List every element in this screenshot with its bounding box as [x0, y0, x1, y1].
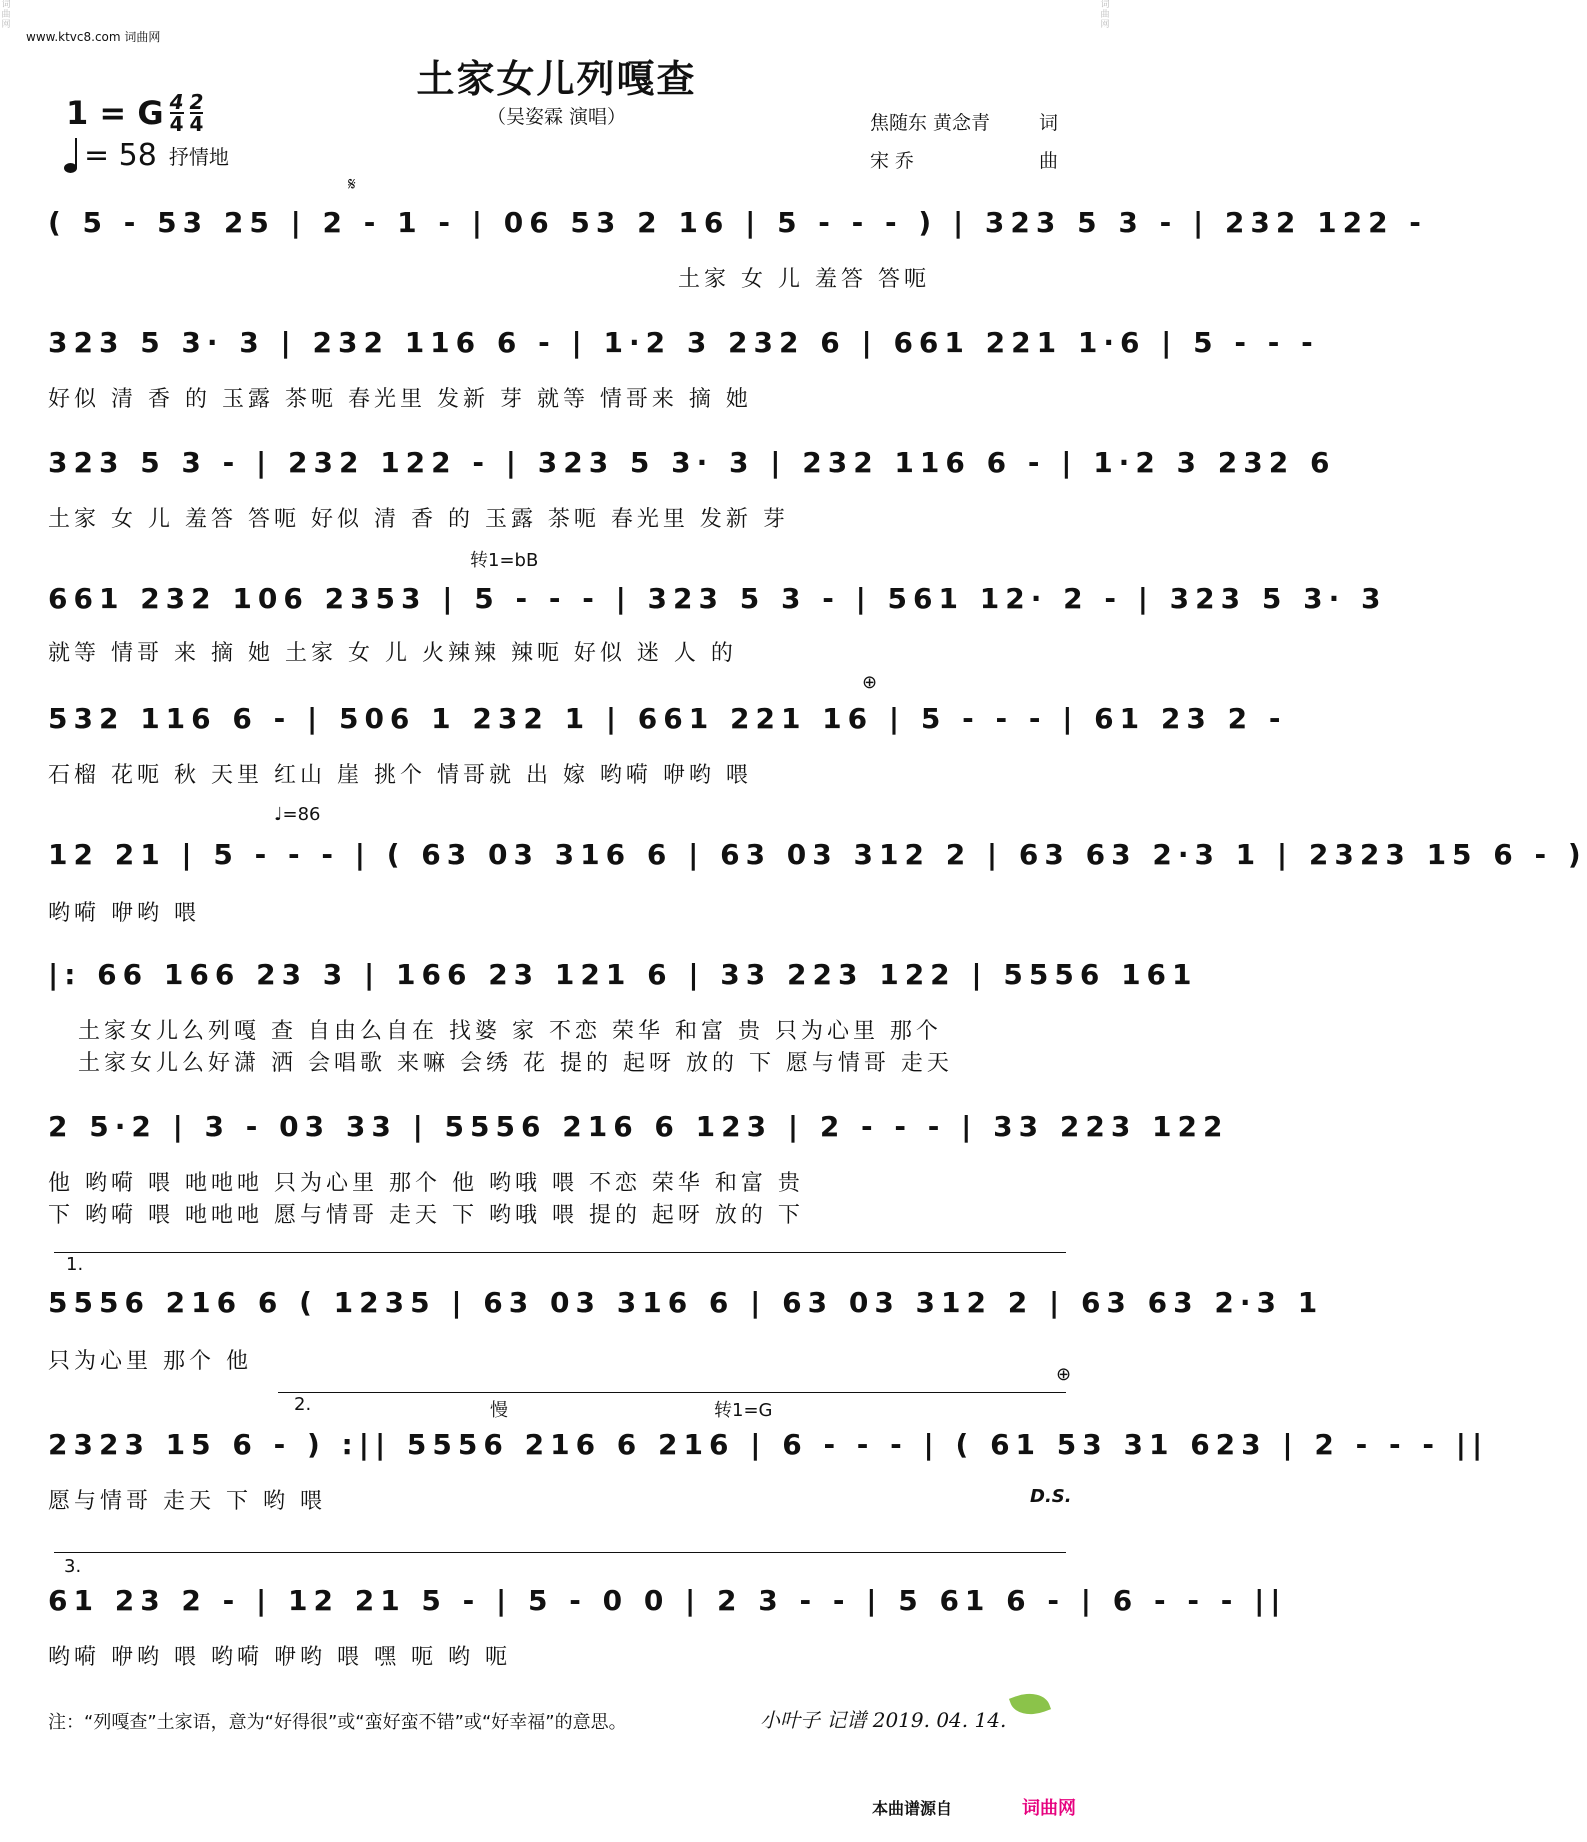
- segno-mark: 𝄋: [348, 174, 356, 195]
- score-row-1: [48, 206, 1427, 292]
- transcriber-signature: 小叶子 记谱 2019. 04. 14.: [760, 1708, 1007, 1732]
- notes: 2 5·2 | 3 - 03 33 | 5556 216 6 123 | 2 - - - | 33 223 122: [48, 1110, 1229, 1143]
- volta-2: 2.: [294, 1394, 312, 1415]
- score-row-5: [48, 702, 1287, 788]
- volta-3: 3.: [64, 1556, 82, 1577]
- dal-segno: D.S.: [1030, 1486, 1072, 1507]
- score-row-6: [48, 838, 1587, 926]
- volta-line-1: [54, 1252, 1066, 1253]
- composer: 宋 乔: [870, 150, 915, 172]
- lyric-line: 土家 女 儿 羞答 答呃 好似 清 香 的 玉露 茶呃 春光里 发新 芽: [48, 507, 789, 532]
- key-change-g: 转1=G: [714, 1400, 773, 1421]
- score-row-8: [48, 1110, 1229, 1228]
- quarter-note-icon: [64, 139, 78, 173]
- lyricists: 焦随东 黄念青: [870, 112, 991, 134]
- site-url: www.ktvc8.com 词曲网: [26, 30, 161, 44]
- meter-2-4: $\frac{2}{4}$: [189, 90, 204, 136]
- source-label: 本曲谱源自: [872, 1799, 953, 1818]
- score-row-11: [48, 1584, 1287, 1670]
- lyric-line: 哟嗬 咿哟 喂: [48, 901, 200, 926]
- volta-1: 1.: [66, 1254, 84, 1275]
- lyric-line-2: 下 哟嗬 喂 吔吔吔 愿与情哥 走天 下 哟哦 喂 提的 起呀 放的 下: [48, 1203, 804, 1228]
- score-row-7: [48, 958, 1198, 1076]
- lyric-line-1: 他 哟嗬 喂 吔吔吔 只为心里 那个 他 哟哦 喂 不恋 荣华 和富 贵: [48, 1171, 804, 1196]
- source-site: 词曲网: [1022, 1798, 1076, 1819]
- key-signature: [66, 92, 203, 134]
- notes: 61 23 2 - | 12 21 5 - | 5 - 0 0 | 2 3 - - | 5 61 6 - | 6 - - - ||: [48, 1584, 1287, 1617]
- coda-mark: ⊕: [862, 672, 878, 693]
- lyric-role: 词: [1038, 112, 1058, 134]
- lyric-line: 就等 情哥 来 摘 她 土家 女 儿 火辣辣 辣呃 好似 迷 人 的: [48, 641, 737, 666]
- notes: 5556 216 6 ( 1235 | 63 03 316 6 | 63 03 312 2 | 63 63 2·3 1: [48, 1286, 1324, 1319]
- notes: 661 232 106 2353 | 5 - - - | 323 5 3 - | 561 12· 2 - | 323 5 3· 3: [48, 582, 1387, 615]
- tempo-expression: 抒情地: [168, 145, 229, 169]
- notes: |: 66 166 23 3 | 166 23 121 6 | 33 223 122 | 5556 161: [48, 958, 1198, 991]
- meter-4-4: $\frac{4}{4}$: [169, 90, 184, 136]
- notes: 323 5 3· 3 | 232 116 6 - | 1·2 3 232 6 | 661 221 1·6 | 5 - - -: [48, 326, 1319, 359]
- key-change-bb: 转1=bB: [470, 550, 539, 571]
- sidebar-watermark-left: 词曲网: [1, 0, 11, 30]
- notes: 323 5 3 - | 232 122 - | 323 5 3· 3 | 232 116 6 - | 1·2 3 232 6: [48, 446, 1336, 479]
- leaf-icon: [1009, 1687, 1051, 1722]
- lyric-line: 石榴 花呃 秋 天里 红山 崖 挑个 情哥就 出 嫁 哟嗬 咿哟 喂: [48, 763, 752, 788]
- lyric-line-1: 土家女儿么列嘎 查 自由么自在 找婆 家 不恋 荣华 和富 贵 只为心里 那个: [78, 1019, 942, 1044]
- slow-marking: 慢: [490, 1400, 508, 1421]
- notes: 2323 15 6 - ) :|| 5556 216 6 216 | 6 - - - | ( 61 53 31 623 | 2 - - - ||: [48, 1428, 1489, 1461]
- performer: （吴姿霖 演唱）: [486, 106, 627, 128]
- lyric-line: 只为心里 那个 他: [48, 1349, 252, 1374]
- lyric-line: 哟嗬 咿哟 喂 哟嗬 咿哟 喂 嘿 呃 哟 呃: [48, 1645, 511, 1670]
- notes: ( 5 - 53 25 | 2 - 1 - | 06 53 2 16 | 5 - - - ) | 323 5 3 - | 232 122 -: [48, 206, 1427, 239]
- key-label: 1 = G: [66, 94, 164, 132]
- footnote: 注：“列嘎查”土家语，意为“好得很”或“蛮好蛮不错”或“好幸福”的意思。: [48, 1712, 627, 1733]
- lyric-line: 愿与情哥 走天 下 哟 喂: [48, 1489, 326, 1514]
- coda-mark-2: ⊕: [1056, 1364, 1072, 1385]
- lyric-line: 土家 女 儿 羞答 答呃: [678, 267, 930, 292]
- sidebar-watermark-right: 词曲网: [1100, 0, 1110, 30]
- tempo-86: ♩=86: [274, 804, 321, 825]
- credits: [870, 104, 1058, 180]
- volta-line-2: [278, 1392, 1066, 1393]
- tempo-marking: [64, 138, 229, 173]
- tempo-value: = 58: [84, 138, 157, 173]
- notes: 532 116 6 - | 506 1 232 1 | 661 221 16 | 5 - - - | 61 23 2 -: [48, 702, 1287, 735]
- song-title: 土家女儿列嘎查: [416, 57, 697, 101]
- score-row-2: [48, 326, 1319, 412]
- lyric-line: 好似 清 香 的 玉露 茶呃 春光里 发新 芽 就等 情哥来 摘 她: [48, 387, 752, 412]
- score-row-3: [48, 446, 1336, 532]
- score-row-4: [48, 582, 1387, 666]
- lyric-line-2: 土家女儿么好潇 洒 会唱歌 来嘛 会绣 花 提的 起呀 放的 下 愿与情哥 走天: [78, 1051, 953, 1076]
- score-row-9: [48, 1286, 1324, 1374]
- volta-line-3: [54, 1552, 1066, 1553]
- notes: 12 21 | 5 - - - | ( 63 03 316 6 | 63 03 312 2 | 63 63 2·3 1 | 2323 15 6 - ): [48, 838, 1587, 871]
- music-role: 曲: [1038, 150, 1058, 172]
